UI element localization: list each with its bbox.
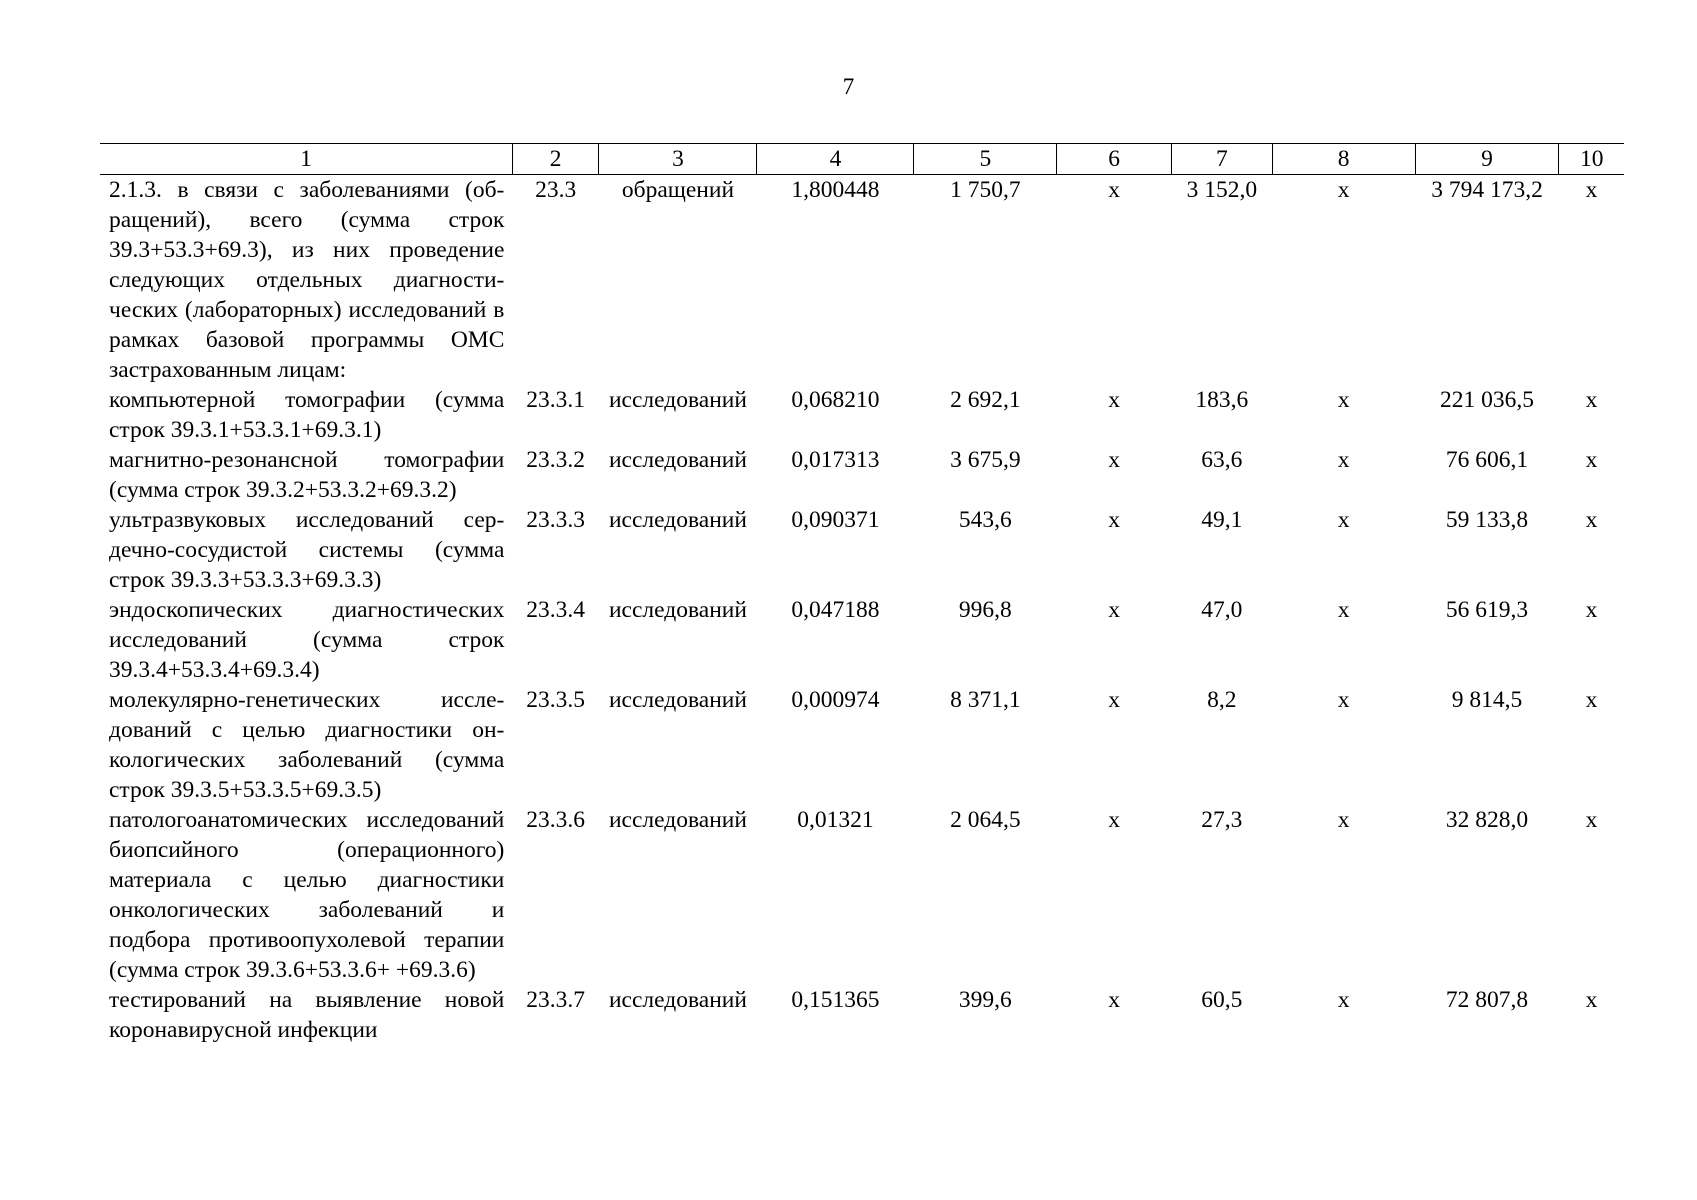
column-10-value: х: [1585, 687, 1598, 713]
table-row: [100, 445, 1624, 505]
column-10-value: х: [1585, 387, 1598, 413]
row-description: патологоанатомических исследований биопсийного (операционного) материала с целью диагностики онкологических заболеваний и подбора противоопухолевой терапии (сумма строк 39.3.6+53.3.6+ +69.3.6): [109, 807, 505, 983]
unit-of-measure: исследований: [608, 687, 747, 713]
cost-norm: 399,6: [958, 987, 1012, 1013]
column-header-3: 3: [599, 144, 757, 175]
volume-norm: 0,068210: [791, 387, 880, 413]
volume-norm: 1,800448: [791, 177, 880, 203]
table-row: [100, 385, 1624, 445]
row-code: 23.3.4: [526, 597, 586, 623]
cost-norm: 1 750,7: [950, 177, 1021, 203]
row-code: 23.3: [535, 177, 577, 203]
row-code: 23.3.1: [526, 387, 586, 413]
row-code: 23.3.7: [526, 987, 586, 1013]
column-10-value: х: [1585, 597, 1598, 623]
table-body: [100, 175, 1624, 1046]
row-code: 23.3.6: [526, 807, 586, 833]
volume-norm: 0,01321: [797, 807, 874, 833]
table-row: [100, 175, 1624, 386]
row-description: 2.1.3. в связи с заболеваниями (обращений), всего (сумма строк 39.3+53.3+69.3), из них проведение следующих отдельных диагностических (лабораторных) исследований в рамках базовой программы ОМС застрахованным лицам:: [109, 177, 505, 383]
column-header-2: 2: [512, 144, 599, 175]
column-10-value: х: [1585, 447, 1598, 473]
column-6-value: х: [1108, 987, 1121, 1013]
column-header-1: 1: [100, 144, 512, 175]
unit-of-measure: исследований: [608, 387, 747, 413]
page-number: 7: [842, 74, 855, 99]
column-8-value: х: [1337, 597, 1350, 623]
column-7-value: 60,5: [1201, 987, 1243, 1013]
row-code: 23.3.2: [526, 447, 586, 473]
column-7-value: 183,6: [1195, 387, 1249, 413]
column-6-value: х: [1108, 447, 1121, 473]
table-row: [100, 985, 1624, 1045]
cost-norm: 543,6: [958, 507, 1012, 533]
unit-of-measure: обращений: [621, 177, 735, 203]
column-6-value: х: [1108, 387, 1121, 413]
row-description: тестирований на выявление новой коронавирусной инфекции: [109, 987, 505, 1043]
cost-norm: 3 675,9: [950, 447, 1021, 473]
column-6-value: х: [1108, 597, 1121, 623]
data-table: [100, 143, 1624, 1045]
column-10-value: х: [1585, 987, 1598, 1013]
column-6-value: х: [1108, 177, 1121, 203]
cost-norm: 2 692,1: [950, 387, 1021, 413]
column-9-value: 56 619,3: [1445, 597, 1529, 623]
column-9-value: 9 814,5: [1451, 687, 1523, 713]
column-header-10: 10: [1559, 144, 1624, 175]
column-8-value: х: [1337, 387, 1350, 413]
unit-of-measure: исследований: [608, 447, 747, 473]
column-7-value: 49,1: [1201, 507, 1243, 533]
column-9-value: 221 036,5: [1440, 387, 1534, 413]
column-8-value: х: [1337, 177, 1350, 203]
column-10-value: х: [1585, 177, 1598, 203]
column-7-value: 3 152,0: [1186, 177, 1258, 203]
row-code: 23.3.3: [526, 507, 586, 533]
column-8-value: х: [1337, 987, 1350, 1013]
volume-norm: 0,090371: [791, 507, 880, 533]
row-description: компьютерной томографии (сумма строк 39.3.1+53.3.1+69.3.1): [109, 387, 505, 443]
unit-of-measure: исследований: [608, 597, 747, 623]
row-description: ультразвуковых исследований сердечно-сосудистой системы (сумма строк 39.3.3+53.3.3+69.3.3): [109, 507, 505, 593]
column-header-4: 4: [757, 144, 914, 175]
cost-norm: 8 371,1: [950, 687, 1021, 713]
column-9-value: 3 794 173,2: [1431, 177, 1543, 203]
unit-of-measure: исследований: [608, 507, 747, 533]
column-7-value: 47,0: [1201, 597, 1243, 623]
column-9-value: 59 133,8: [1445, 507, 1529, 533]
column-header-9: 9: [1415, 144, 1559, 175]
column-8-value: х: [1337, 507, 1350, 533]
column-header-6: 6: [1057, 144, 1172, 175]
column-8-value: х: [1337, 447, 1350, 473]
volume-norm: 0,017313: [791, 447, 880, 473]
column-7-value: 63,6: [1201, 447, 1243, 473]
column-8-value: х: [1337, 687, 1350, 713]
column-6-value: х: [1108, 807, 1121, 833]
cost-norm: 2 064,5: [950, 807, 1021, 833]
column-9-value: 76 606,1: [1445, 447, 1529, 473]
column-header-5: 5: [914, 144, 1057, 175]
unit-of-measure: исследований: [608, 807, 747, 833]
column-9-value: 72 807,8: [1445, 987, 1529, 1013]
column-6-value: х: [1108, 687, 1121, 713]
volume-norm: 0,047188: [791, 597, 880, 623]
table-row: [100, 805, 1624, 985]
column-header-7: 7: [1172, 144, 1273, 175]
volume-norm: 0,151365: [791, 987, 880, 1013]
volume-norm: 0,000974: [791, 687, 880, 713]
column-10-value: х: [1585, 507, 1598, 533]
column-8-value: х: [1337, 807, 1350, 833]
table-row: [100, 505, 1624, 595]
column-7-value: 27,3: [1201, 807, 1243, 833]
row-description: молекулярно-генетических исследований с целью диагностики онкологических заболеваний (сумма строк 39.3.5+53.3.5+69.3.5): [109, 687, 505, 803]
column-number-row: [100, 144, 1624, 175]
table-row: [100, 595, 1624, 685]
row-description: магнитно-резонансной томографии (сумма строк 39.3.2+53.3.2+69.3.2): [109, 447, 505, 503]
column-10-value: х: [1585, 807, 1598, 833]
column-header-8: 8: [1272, 144, 1415, 175]
row-code: 23.3.5: [526, 687, 586, 713]
column-7-value: 8,2: [1207, 687, 1237, 713]
column-6-value: х: [1108, 507, 1121, 533]
unit-of-measure: исследований: [608, 987, 747, 1013]
cost-norm: 996,8: [958, 597, 1012, 623]
table-row: [100, 685, 1624, 805]
column-9-value: 32 828,0: [1445, 807, 1529, 833]
row-description: эндоскопических диагностических исследований (сумма строк 39.3.4+53.3.4+69.3.4): [109, 597, 505, 683]
